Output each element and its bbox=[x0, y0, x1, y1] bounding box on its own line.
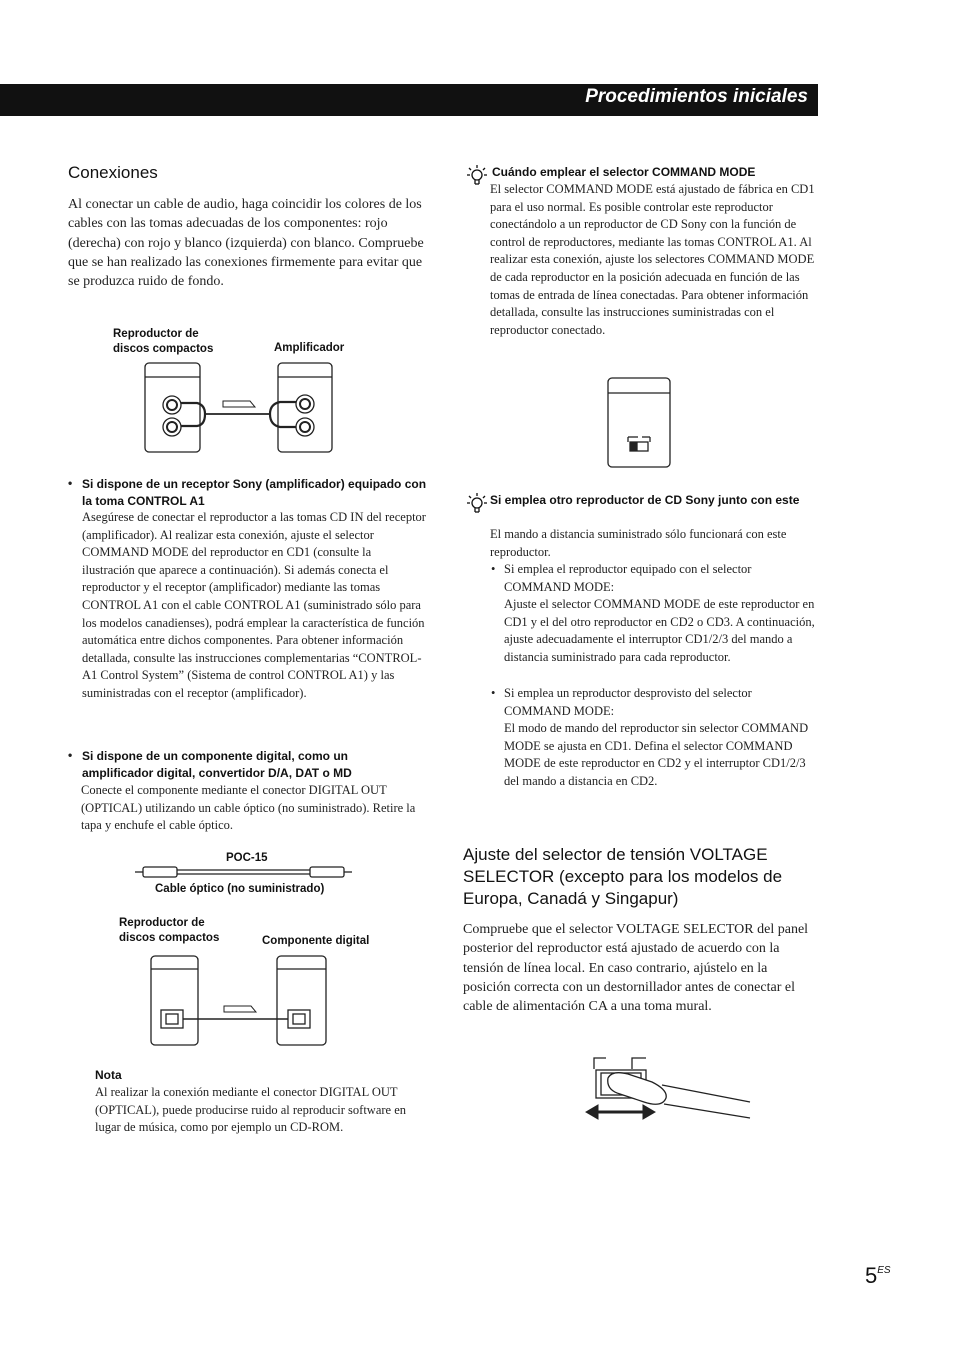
voltage-paragraph: Compruebe que el selector VOLTAGE SELECTOR del panel posterior del reproductor está ajustado de acuerdo con la tensión de línea local. En caso contrario, ajústelo en la posición correcta con un destornillador antes de conectar el cable de alimentación CA a una toma mural. bbox=[463, 922, 809, 1015]
list-bullet: • bbox=[491, 686, 496, 700]
heading-conexiones: Conexiones bbox=[68, 163, 158, 182]
fig2-label-cd-player: Reproductor de discos compactos bbox=[119, 917, 220, 944]
heading-voltage-selector: Ajuste del selector de tensión VOLTAGE SELECTOR (excepto para los modelos de Europa, Canadá y Singapur) bbox=[463, 845, 783, 908]
page-number bbox=[865, 1263, 891, 1289]
fig2-cable-model: POC-15 bbox=[226, 852, 268, 864]
intro-paragraph: Al conectar un cable de audio, haga coincidir los colores de los cables con las tomas adecuadas de los componentes: rojo (derecha) con rojo y blanco (izquierda) con blanco. Compruebe que se han realizado las conexiones firmemente para evitar que se produzca ruido de fondo. bbox=[68, 197, 424, 290]
bullet2-text: Conecte el componente mediante el conector DIGITAL OUT (OPTICAL) utilizando un cable óptico (no suministrado). Retire la tapa y enchufe el cable óptico. bbox=[81, 783, 416, 833]
tip1-title: Cuándo emplear el selector COMMAND MODE bbox=[492, 165, 756, 179]
tip2-item2-text: El modo de mando del reproductor sin selector COMMAND MODE se ajusta en CD1. Defina el selector COMMAND MODE de este reproductor en CD2 y el interruptor CD1/2/3 del mando a distancia en CD2. bbox=[504, 721, 809, 788]
tip2-item1-text: Ajuste el selector COMMAND MODE de este reproductor en CD1 y el del otro reproductor en CD2 o CD3. A continuación, ajuste adecuadamente el interruptor CD1/2/3 del mando a distancia suministrado para cada reproductor. bbox=[504, 597, 815, 664]
fig2-label-digital-component: Componente digital bbox=[262, 935, 370, 947]
note-text: Al realizar la conexión mediante el conector DIGITAL OUT (OPTICAL), puede producirse ruido al reproducir software en lugar de música, como por ejemplo un CD-ROM. bbox=[95, 1085, 407, 1135]
page-language-suffix: ES bbox=[877, 1265, 891, 1276]
bullet-marker: • bbox=[68, 748, 73, 762]
fig1-label-cd-player: Reproductor de discos compactos bbox=[113, 328, 214, 355]
tip2-text: El mando a distancia suministrado sólo funcionará con este reproductor. bbox=[490, 527, 787, 559]
bullet-marker: • bbox=[68, 476, 73, 490]
tip2-item2-lead: Si emplea un reproductor desprovisto del selector COMMAND MODE: bbox=[504, 686, 752, 718]
tip2-title: Si emplea otro reproductor de CD Sony junto con este bbox=[490, 493, 800, 507]
tip2-item1-lead: Si emplea el reproductor equipado con el selector COMMAND MODE: bbox=[504, 562, 752, 594]
note-title: Nota bbox=[95, 1068, 122, 1082]
fig2-cable-label: Cable óptico (no suministrado) bbox=[155, 883, 325, 895]
page-number-value: 5 bbox=[865, 1263, 878, 1288]
bullet1-title: Si dispone de un receptor Sony (amplificador) equipado con la toma CONTROL A1 bbox=[82, 477, 427, 508]
tip1-text: El selector COMMAND MODE está ajustado de fábrica en CD1 para el uso normal. Es posible controlar este reproductor conectándolo a un reproductor de CD Sony con la función de control de reproductores, mediante las tomas CONTROL A1. Al realizar esta conexión, ajuste los selectores COMMAND MODE de cada reproductor en la posición adecuada en función de las tomas de entrada de línea conectadas. Para obtener información detallada, consulte las instrucciones suministradas con el reproductor conectado. bbox=[490, 182, 815, 337]
bullet2-title: Si dispone de un componente digital, como un amplificador digital, convertidor D/A, DAT o MD bbox=[82, 749, 352, 780]
list-bullet: • bbox=[491, 562, 496, 576]
fig1-label-amplifier: Amplificador bbox=[274, 342, 345, 354]
section-title: Procedimientos iniciales bbox=[585, 86, 808, 107]
bullet1-text: Asegúrese de conectar el reproductor a las tomas CD IN del receptor (amplificador). Al realizar esta conexión, ajuste el selector COMMAND MODE del reproductor en CD1 (consulte la ilustración que aparece a continuación). Si además conecta el reproductor y el receptor (amplificador) mediante las tomas CONTROL A1 con el cable CONTROL A1 (suministrado sólo para los modelos canadienses), podrá emplear la característica de función automática entre dichos componentes. Para obtener información detallada, consulte las instrucciones complementarias “CONTROL-A1 Control System” (Sistema de control CONTROL A1) y las suministradas con el receptor (amplificador). bbox=[82, 510, 426, 700]
